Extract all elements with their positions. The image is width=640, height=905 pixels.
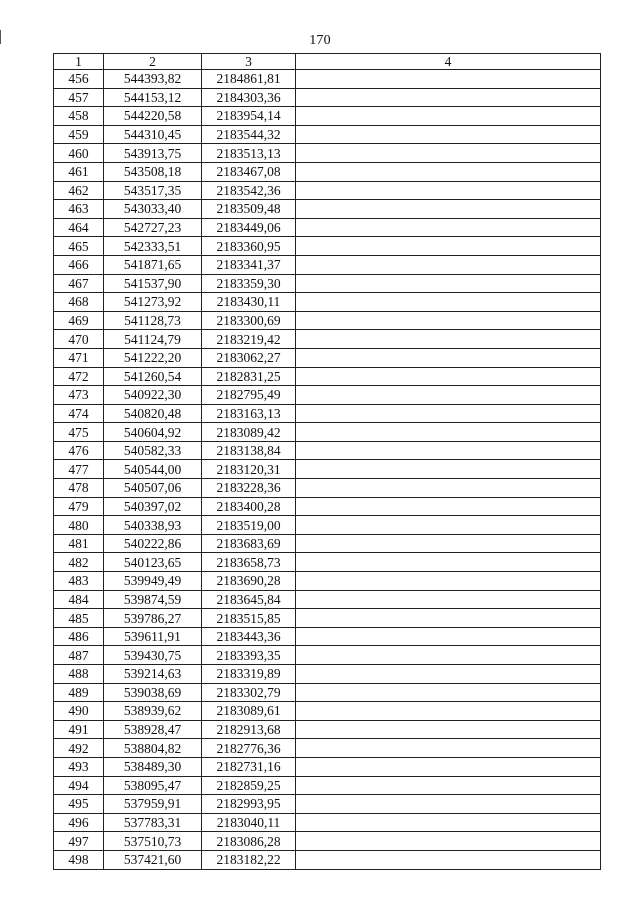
point-number-cell: 488 <box>54 665 104 684</box>
x-coordinate-cell: 541124,79 <box>104 330 202 349</box>
x-coordinate-cell: 538489,30 <box>104 757 202 776</box>
table-row <box>54 627 601 646</box>
x-coordinate-cell: 539786,27 <box>104 609 202 628</box>
y-coordinate-cell: 2182795,49 <box>202 386 296 405</box>
table-row <box>54 720 601 739</box>
y-coordinate-cell: 2183542,36 <box>202 181 296 200</box>
table-row <box>54 795 601 814</box>
note-cell <box>296 460 601 479</box>
x-coordinate-cell: 544393,82 <box>104 70 202 89</box>
y-coordinate-cell: 2183341,37 <box>202 255 296 274</box>
note-cell <box>296 739 601 758</box>
column-header-1: 1 <box>54 54 104 70</box>
point-number-cell: 474 <box>54 404 104 423</box>
table-header-row <box>54 54 601 70</box>
note-cell <box>296 776 601 795</box>
point-number-cell: 492 <box>54 739 104 758</box>
y-coordinate-cell: 2182831,25 <box>202 367 296 386</box>
point-number-cell: 482 <box>54 553 104 572</box>
y-coordinate-cell: 2184303,36 <box>202 88 296 107</box>
y-coordinate-cell: 2183360,95 <box>202 237 296 256</box>
note-cell <box>296 125 601 144</box>
table-row <box>54 181 601 200</box>
x-coordinate-cell: 542727,23 <box>104 218 202 237</box>
x-coordinate-cell: 540397,02 <box>104 497 202 516</box>
note-cell <box>296 813 601 832</box>
y-coordinate-cell: 2183509,48 <box>202 200 296 219</box>
x-coordinate-cell: 541222,20 <box>104 348 202 367</box>
point-number-cell: 458 <box>54 107 104 126</box>
x-coordinate-cell: 543033,40 <box>104 200 202 219</box>
table-row <box>54 330 601 349</box>
y-coordinate-cell: 2182913,68 <box>202 720 296 739</box>
x-coordinate-cell: 541128,73 <box>104 311 202 330</box>
point-number-cell: 470 <box>54 330 104 349</box>
note-cell <box>296 497 601 516</box>
y-coordinate-cell: 2183519,00 <box>202 516 296 535</box>
point-number-cell: 485 <box>54 609 104 628</box>
y-coordinate-cell: 2183544,32 <box>202 125 296 144</box>
note-cell <box>296 479 601 498</box>
y-coordinate-cell: 2183319,89 <box>202 665 296 684</box>
table-row <box>54 609 601 628</box>
page-number: 170 <box>309 33 331 48</box>
column-header-4: 4 <box>296 54 601 70</box>
x-coordinate-cell: 543913,75 <box>104 144 202 163</box>
x-coordinate-cell: 540820,48 <box>104 404 202 423</box>
table-row <box>54 813 601 832</box>
column-header-2: 2 <box>104 54 202 70</box>
table-row <box>54 460 601 479</box>
x-coordinate-cell: 541260,54 <box>104 367 202 386</box>
point-number-cell: 486 <box>54 627 104 646</box>
y-coordinate-cell: 2182731,16 <box>202 757 296 776</box>
table-row <box>54 479 601 498</box>
point-number-cell: 460 <box>54 144 104 163</box>
point-number-cell: 461 <box>54 162 104 181</box>
y-coordinate-cell: 2183430,11 <box>202 293 296 312</box>
note-cell <box>296 88 601 107</box>
x-coordinate-cell: 540604,92 <box>104 423 202 442</box>
y-coordinate-cell: 2183138,84 <box>202 441 296 460</box>
x-coordinate-cell: 540222,86 <box>104 534 202 553</box>
table-row <box>54 850 601 869</box>
x-coordinate-cell: 541871,65 <box>104 255 202 274</box>
x-coordinate-cell: 542333,51 <box>104 237 202 256</box>
point-number-cell: 498 <box>54 850 104 869</box>
point-number-cell: 463 <box>54 200 104 219</box>
x-coordinate-cell: 539214,63 <box>104 665 202 684</box>
note-cell <box>296 627 601 646</box>
table-row <box>54 665 601 684</box>
note-cell <box>296 330 601 349</box>
note-cell <box>296 348 601 367</box>
table-row <box>54 255 601 274</box>
y-coordinate-cell: 2183086,28 <box>202 832 296 851</box>
y-coordinate-cell: 2183089,61 <box>202 702 296 721</box>
x-coordinate-cell: 537959,91 <box>104 795 202 814</box>
point-number-cell: 459 <box>54 125 104 144</box>
table-row <box>54 237 601 256</box>
x-coordinate-cell: 540123,65 <box>104 553 202 572</box>
table-body <box>54 70 601 870</box>
y-coordinate-cell: 2183400,28 <box>202 497 296 516</box>
point-number-cell: 465 <box>54 237 104 256</box>
table-row <box>54 534 601 553</box>
x-coordinate-cell: 538804,82 <box>104 739 202 758</box>
note-cell <box>296 218 601 237</box>
point-number-cell: 489 <box>54 683 104 702</box>
y-coordinate-cell: 2183513,13 <box>202 144 296 163</box>
note-cell <box>296 609 601 628</box>
note-cell <box>296 404 601 423</box>
point-number-cell: 497 <box>54 832 104 851</box>
point-number-cell: 490 <box>54 702 104 721</box>
y-coordinate-cell: 2182776,36 <box>202 739 296 758</box>
point-number-cell: 494 <box>54 776 104 795</box>
point-number-cell: 480 <box>54 516 104 535</box>
table-row <box>54 293 601 312</box>
note-cell <box>296 237 601 256</box>
note-cell <box>296 553 601 572</box>
table-row <box>54 404 601 423</box>
point-number-cell: 473 <box>54 386 104 405</box>
point-number-cell: 493 <box>54 757 104 776</box>
point-number-cell: 484 <box>54 590 104 609</box>
table-row <box>54 776 601 795</box>
y-coordinate-cell: 2183658,73 <box>202 553 296 572</box>
note-cell <box>296 144 601 163</box>
x-coordinate-cell: 540582,33 <box>104 441 202 460</box>
note-cell <box>296 311 601 330</box>
table-row <box>54 88 601 107</box>
x-coordinate-cell: 544310,45 <box>104 125 202 144</box>
point-number-cell: 471 <box>54 348 104 367</box>
note-cell <box>296 181 601 200</box>
table-row <box>54 832 601 851</box>
point-number-cell: 491 <box>54 720 104 739</box>
table-row <box>54 646 601 665</box>
point-number-cell: 478 <box>54 479 104 498</box>
table-row <box>54 70 601 89</box>
table-row <box>54 348 601 367</box>
note-cell <box>296 162 601 181</box>
note-cell <box>296 832 601 851</box>
y-coordinate-cell: 2183645,84 <box>202 590 296 609</box>
y-coordinate-cell: 2183467,08 <box>202 162 296 181</box>
table-row <box>54 386 601 405</box>
table-row <box>54 423 601 442</box>
table-row <box>54 441 601 460</box>
x-coordinate-cell: 537783,31 <box>104 813 202 832</box>
y-coordinate-cell: 2183089,42 <box>202 423 296 442</box>
table-row <box>54 572 601 591</box>
x-coordinate-cell: 544153,12 <box>104 88 202 107</box>
note-cell <box>296 572 601 591</box>
note-cell <box>296 293 601 312</box>
table-row <box>54 311 601 330</box>
x-coordinate-cell: 541273,92 <box>104 293 202 312</box>
table-row <box>54 757 601 776</box>
y-coordinate-cell: 2183359,30 <box>202 274 296 293</box>
x-coordinate-cell: 541537,90 <box>104 274 202 293</box>
table-row <box>54 516 601 535</box>
y-coordinate-cell: 2183443,36 <box>202 627 296 646</box>
y-coordinate-cell: 2183120,31 <box>202 460 296 479</box>
y-coordinate-cell: 2183182,22 <box>202 850 296 869</box>
point-number-cell: 456 <box>54 70 104 89</box>
note-cell <box>296 646 601 665</box>
point-number-cell: 481 <box>54 534 104 553</box>
x-coordinate-cell: 543517,35 <box>104 181 202 200</box>
point-number-cell: 472 <box>54 367 104 386</box>
table-row <box>54 144 601 163</box>
note-cell <box>296 441 601 460</box>
table-row <box>54 590 601 609</box>
y-coordinate-cell: 2183302,79 <box>202 683 296 702</box>
point-number-cell: 487 <box>54 646 104 665</box>
note-cell <box>296 255 601 274</box>
point-number-cell: 475 <box>54 423 104 442</box>
y-coordinate-cell: 2184861,81 <box>202 70 296 89</box>
note-cell <box>296 274 601 293</box>
point-number-cell: 479 <box>54 497 104 516</box>
point-number-cell: 467 <box>54 274 104 293</box>
table-row <box>54 200 601 219</box>
table-row <box>54 553 601 572</box>
x-coordinate-cell: 539611,91 <box>104 627 202 646</box>
y-coordinate-cell: 2182859,25 <box>202 776 296 795</box>
note-cell <box>296 386 601 405</box>
point-number-cell: 469 <box>54 311 104 330</box>
x-coordinate-cell: 540544,00 <box>104 460 202 479</box>
table-row <box>54 125 601 144</box>
note-cell <box>296 423 601 442</box>
point-number-cell: 466 <box>54 255 104 274</box>
x-coordinate-cell: 540507,06 <box>104 479 202 498</box>
column-header-3: 3 <box>202 54 296 70</box>
x-coordinate-cell: 540338,93 <box>104 516 202 535</box>
table-row <box>54 274 601 293</box>
note-cell <box>296 590 601 609</box>
y-coordinate-cell: 2183690,28 <box>202 572 296 591</box>
note-cell <box>296 516 601 535</box>
point-number-cell: 464 <box>54 218 104 237</box>
x-coordinate-cell: 539430,75 <box>104 646 202 665</box>
point-number-cell: 495 <box>54 795 104 814</box>
y-coordinate-cell: 2183300,69 <box>202 311 296 330</box>
table-row <box>54 702 601 721</box>
point-number-cell: 483 <box>54 572 104 591</box>
note-cell <box>296 70 601 89</box>
note-cell <box>296 850 601 869</box>
table-row <box>54 683 601 702</box>
y-coordinate-cell: 2183449,06 <box>202 218 296 237</box>
x-coordinate-cell: 538095,47 <box>104 776 202 795</box>
point-number-cell: 476 <box>54 441 104 460</box>
point-number-cell: 462 <box>54 181 104 200</box>
table-row <box>54 739 601 758</box>
y-coordinate-cell: 2183228,36 <box>202 479 296 498</box>
table-row <box>54 367 601 386</box>
x-coordinate-cell: 538939,62 <box>104 702 202 721</box>
x-coordinate-cell: 540922,30 <box>104 386 202 405</box>
point-number-cell: 468 <box>54 293 104 312</box>
note-cell <box>296 200 601 219</box>
note-cell <box>296 683 601 702</box>
y-coordinate-cell: 2183040,11 <box>202 813 296 832</box>
coordinates-table <box>53 53 601 870</box>
note-cell <box>296 720 601 739</box>
y-coordinate-cell: 2183954,14 <box>202 107 296 126</box>
x-coordinate-cell: 539038,69 <box>104 683 202 702</box>
table-row <box>54 497 601 516</box>
note-cell <box>296 367 601 386</box>
point-number-cell: 477 <box>54 460 104 479</box>
x-coordinate-cell: 543508,18 <box>104 162 202 181</box>
table-row <box>54 218 601 237</box>
y-coordinate-cell: 2183515,85 <box>202 609 296 628</box>
y-coordinate-cell: 2183393,35 <box>202 646 296 665</box>
note-cell <box>296 534 601 553</box>
point-number-cell: 457 <box>54 88 104 107</box>
x-coordinate-cell: 544220,58 <box>104 107 202 126</box>
x-coordinate-cell: 537421,60 <box>104 850 202 869</box>
note-cell <box>296 665 601 684</box>
note-cell <box>296 702 601 721</box>
x-coordinate-cell: 539874,59 <box>104 590 202 609</box>
y-coordinate-cell: 2182993,95 <box>202 795 296 814</box>
x-coordinate-cell: 537510,73 <box>104 832 202 851</box>
y-coordinate-cell: 2183062,27 <box>202 348 296 367</box>
y-coordinate-cell: 2183683,69 <box>202 534 296 553</box>
note-cell <box>296 795 601 814</box>
note-cell <box>296 757 601 776</box>
note-cell <box>296 107 601 126</box>
y-coordinate-cell: 2183163,13 <box>202 404 296 423</box>
point-number-cell: 496 <box>54 813 104 832</box>
table-row <box>54 107 601 126</box>
x-coordinate-cell: 539949,49 <box>104 572 202 591</box>
x-coordinate-cell: 538928,47 <box>104 720 202 739</box>
y-coordinate-cell: 2183219,42 <box>202 330 296 349</box>
table-row <box>54 162 601 181</box>
